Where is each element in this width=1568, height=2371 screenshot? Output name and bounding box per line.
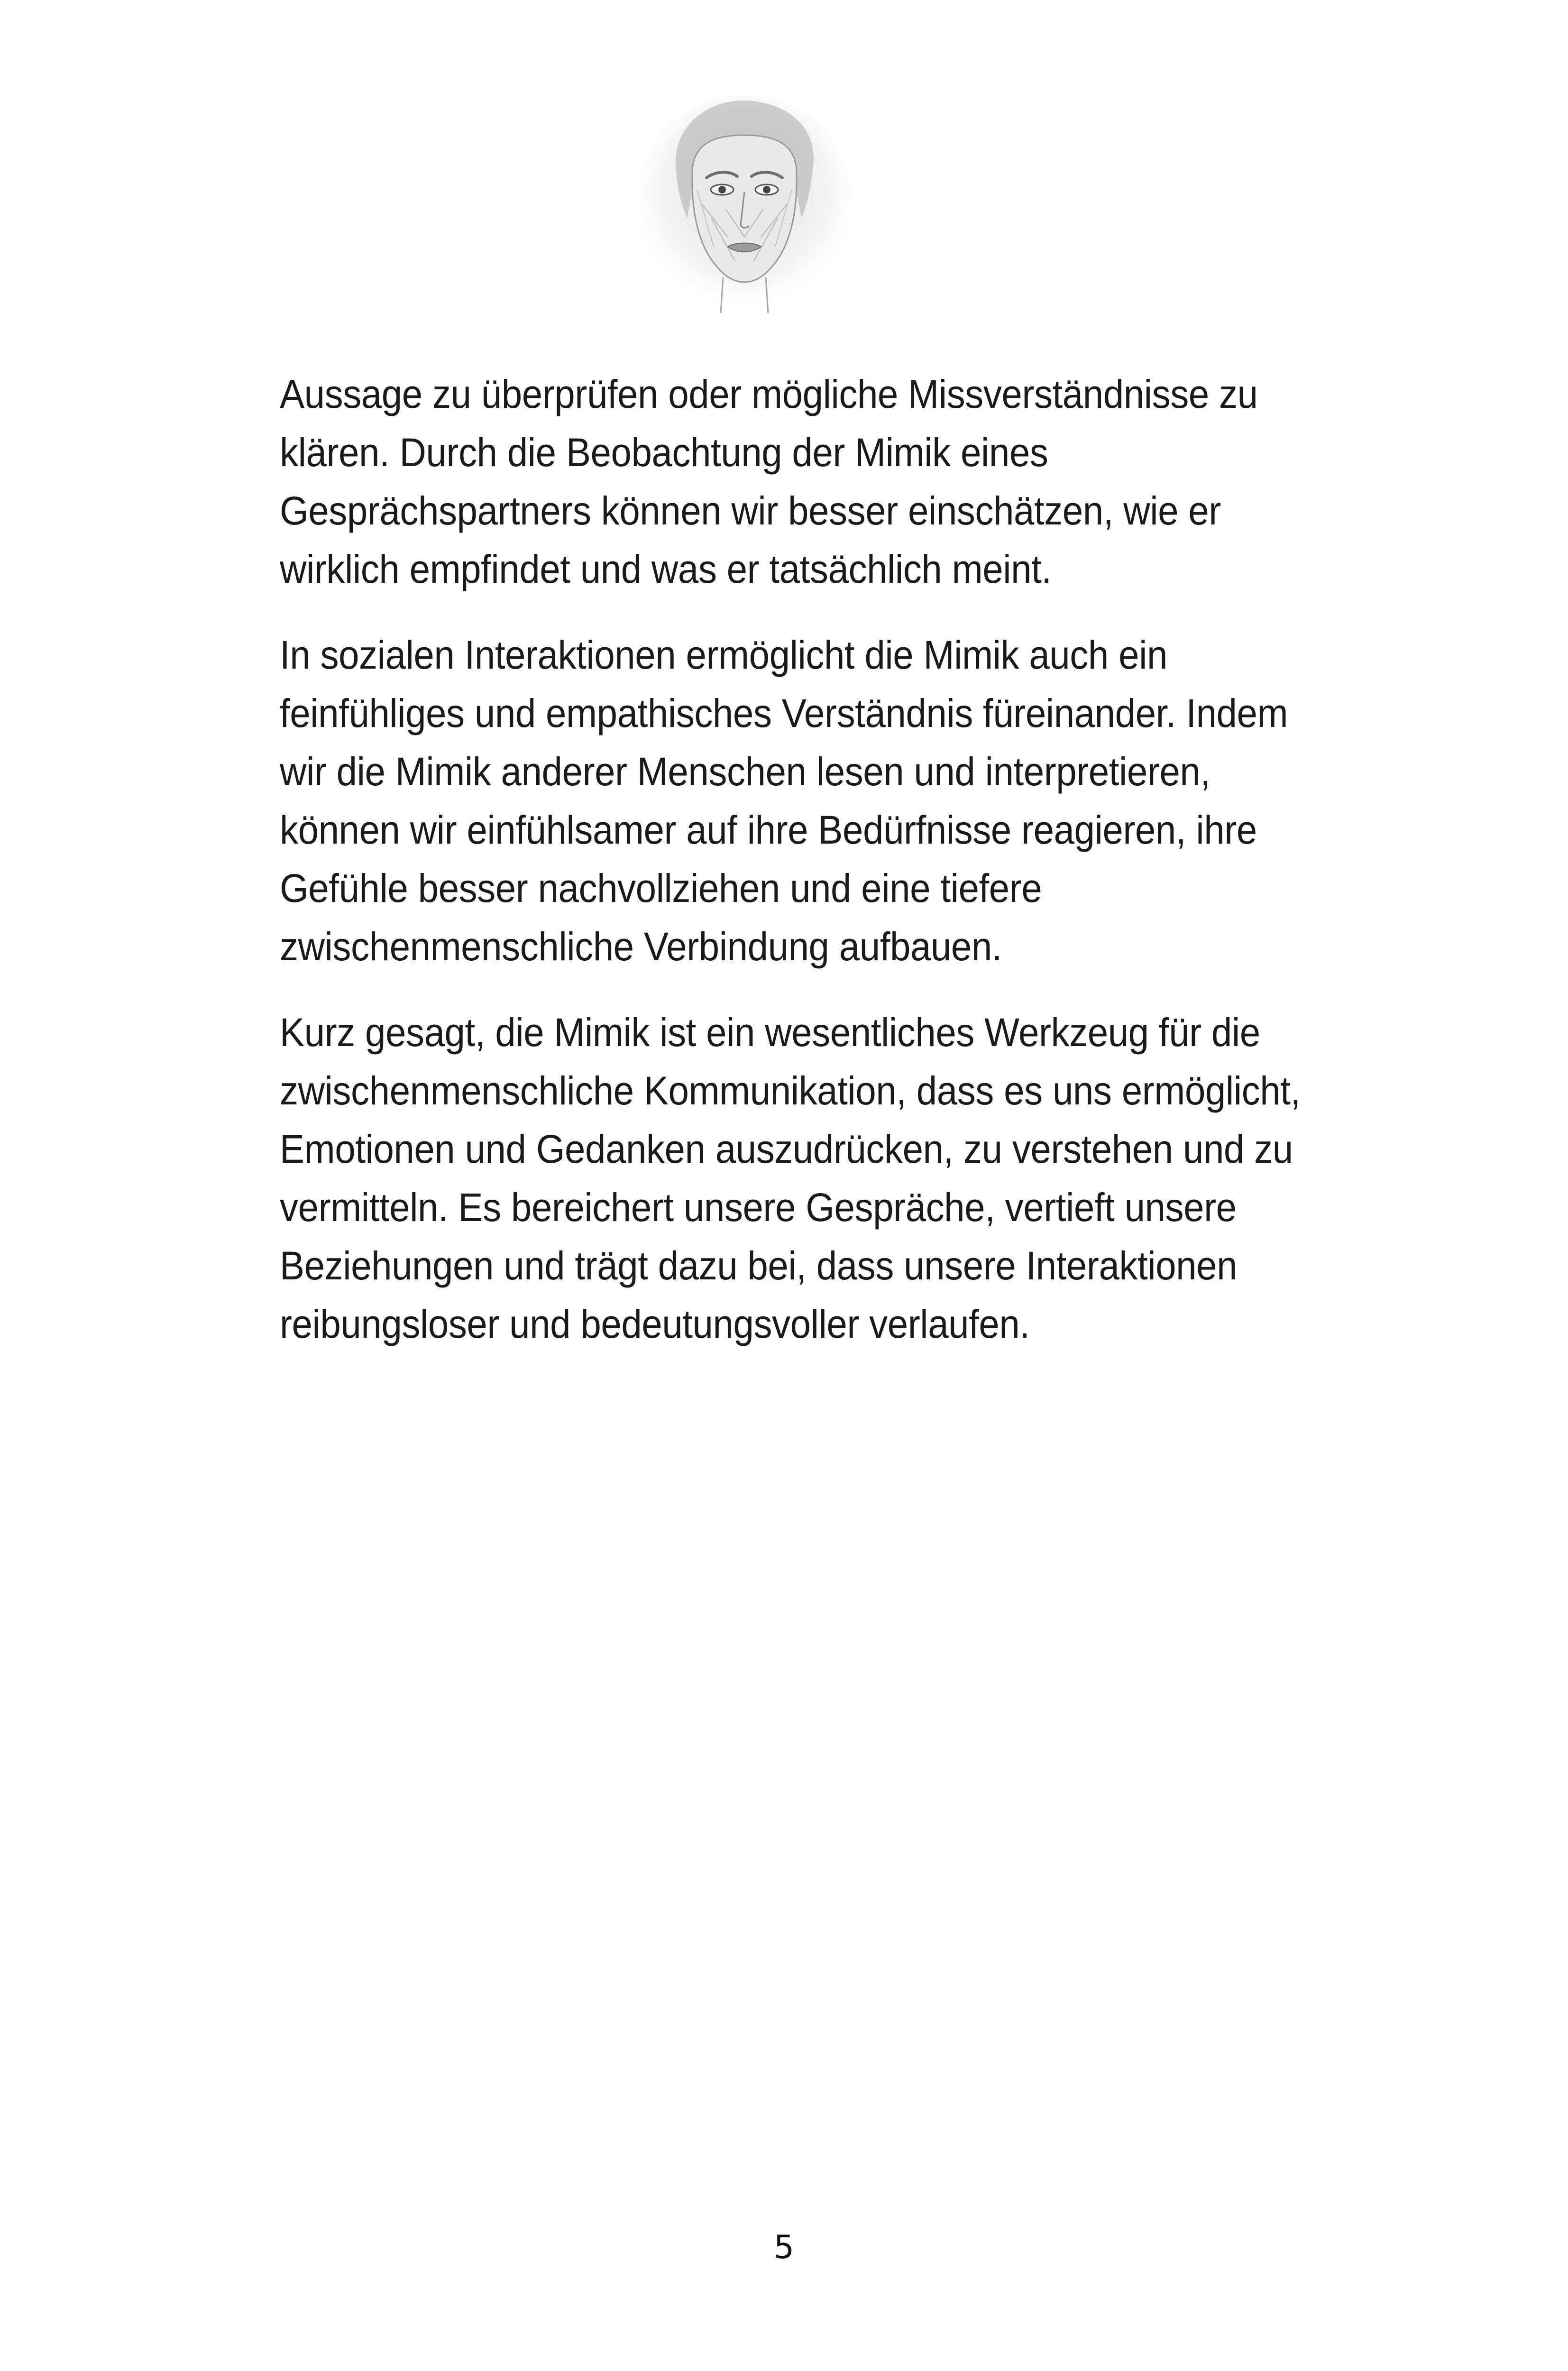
face-sketch-icon <box>631 95 858 318</box>
page-number: 5 <box>773 2229 795 2266</box>
paragraph: Aussage zu überprüfen oder mögliche Missverständnisse zu klären. Durch die Beobachtung der Mimik eines Gesprächspartners können wir besser einschätzen, wie er wirklich empfindet und was er tatsächlich meint. <box>280 372 1258 591</box>
body-text <box>280 365 1304 1381</box>
paragraph: Kurz gesagt, die Mimik ist ein wesentliches Werkzeug für die zwischenmenschliche Kommunikation, dass es uns ermöglicht, Emotionen und Gedanken auszudrücken, zu verstehen und zu vermitteln. Es bereichert unsere Gespräche, vertieft unsere Beziehungen und trägt dazu bei, dass unsere Interaktionen reibungsloser und bedeutungsvoller verlaufen. <box>280 1010 1301 1346</box>
paragraph: In sozialen Interaktionen ermöglicht die Mimik auch ein feinfühliges und empathisches Verständnis füreinander. Indem wir die Mimik anderer Menschen lesen und interpretieren, können wir einfühlsamer auf ihre Bedürfnisse reagieren, ihre Gefühle besser nachvollziehen und eine tiefere zwischenmenschliche Verbindung aufbauen. <box>280 633 1288 969</box>
